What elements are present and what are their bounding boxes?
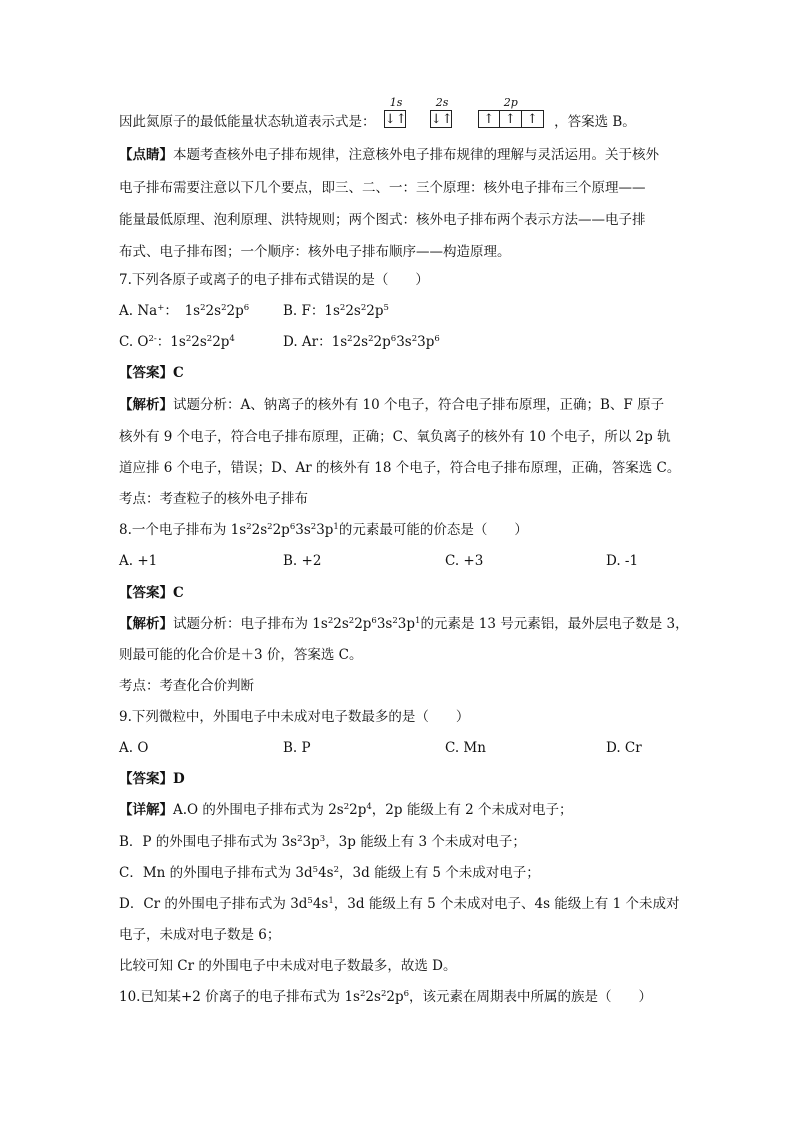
q9-option-b: B. P bbox=[283, 740, 311, 756]
q7-analysis-3: 道应排 6 个电子，错误；D、Ar 的核外有 18 个电子，符合电子排布原理，正确，答案选 C。 bbox=[119, 460, 681, 476]
q10-stem: 10.已知某+2 价离子的电子排布式为 $1s^22s^22p^6$，该元素在周期表中所属的族是（ ） bbox=[119, 989, 653, 1005]
orbital-line bbox=[119, 96, 636, 130]
q8-analysis-1: 【解析】试题分析：电子排布为 $1s^22s^22p^63s^23p^1$的元素是 13 号元素铝，最外层电子数是 3， bbox=[119, 616, 689, 632]
orbital-2p bbox=[478, 96, 544, 128]
orbital-box: ↑ bbox=[522, 110, 544, 128]
q8-stem: 8.一个电子排布为 $1s^22s^22p^63s^23p^1$的元素最可能的价态是（ ） bbox=[119, 522, 528, 538]
q7-option-b: B. F：$1s^22s^22p^5$ bbox=[283, 303, 389, 319]
dianjing-line-3: 能量最低原理、泡利原理、洪特规则；两个图式：核外电子排布两个表示方法——电子排 bbox=[119, 212, 646, 228]
q9-option-a: A. O bbox=[119, 740, 149, 756]
q8-option-a: A. +1 bbox=[119, 553, 158, 569]
q7-option-a: A. Na+： $1s^22s^22p^6$ bbox=[119, 303, 250, 319]
q8-option-b: B. +2 bbox=[283, 553, 322, 569]
q8-answer: 【答案】C bbox=[119, 585, 184, 601]
q9-option-c: C. Mn bbox=[445, 740, 486, 756]
q9-detail-d-2: 电子，未成对电子数是 6； bbox=[119, 927, 281, 943]
q7-answer: 【答案】C bbox=[119, 365, 184, 381]
orbital-label-1s: 1s bbox=[389, 96, 403, 109]
orbital-box: ↓↑ bbox=[430, 112, 453, 127]
orbital-label-2s: 2s bbox=[435, 96, 449, 109]
dianjing-line-2: 电子排布需要注意以下几个要点，即三、二、一：三个原理：核外电子排布三个原理—— bbox=[119, 180, 646, 196]
q8-analysis-2: 则最可能的化合价是＋3 价，答案选 C。 bbox=[119, 647, 363, 663]
q9-detail-c: C．Mn 的外围电子排布式为 $3d^54s^2$，3d 能级上有 5 个未成对电子； bbox=[119, 865, 540, 881]
q9-detail-b: B．P 的外围电子排布式为 $3s^23p^3$，3p 能级上有 3 个未成对电子； bbox=[119, 834, 526, 850]
q9-option-d: D. Cr bbox=[606, 740, 642, 756]
orbital-box: ↓↑ bbox=[384, 112, 407, 127]
q9-answer: 【答案】D bbox=[119, 771, 185, 787]
orbital-box: ↑ bbox=[478, 110, 500, 128]
q7-kaodian: 考点：考查粒子的核外电子排布 bbox=[119, 491, 308, 507]
orbital-box: ↑ bbox=[500, 110, 522, 128]
q7-analysis-2: 核外有 9 个电子，符合电子排布原理，正确；C、氧负离子的核外有 10 个电子，所以 2p 轨 bbox=[119, 429, 671, 445]
orbital-label-2p: 2p bbox=[503, 96, 518, 109]
q9-detail-d-1: D．Cr 的外围电子排布式为 $3d^54s^1$，3d 能级上有 5 个未成对电子、4s 能级上有 1 个未成对 bbox=[119, 896, 680, 912]
orbital-suffix: ，答案选 B。 bbox=[554, 114, 636, 130]
dianjing-tag: 【点睛】 bbox=[119, 147, 173, 163]
dianjing-line-4: 布式、电子排布图；一个顺序：核外电子排布顺序——构造原理。 bbox=[119, 244, 511, 260]
q8-option-c: C. +3 bbox=[445, 553, 484, 569]
dianjing-line-1: 【点睛】本题考查核外电子排布规律，注意核外电子排布规律的理解与灵活运用。关于核外 bbox=[119, 147, 659, 163]
q7-option-d: D. Ar：$1s^22s^22p^63s^23p^6$ bbox=[283, 334, 440, 350]
q7-option-c: C. $O^{2-}$：$1s^22s^22p^4$ bbox=[119, 334, 235, 350]
q8-option-d: D. -1 bbox=[606, 553, 639, 569]
orbital-2s bbox=[430, 96, 453, 128]
orbital-1s bbox=[384, 96, 407, 128]
q9-stem: 9.下列微粒中，外围电子中未成对电子数最多的是（ ） bbox=[119, 709, 470, 725]
q7-stem: 7.下列各原子或离子的电子排布式错误的是（ ） bbox=[119, 272, 429, 288]
q7-analysis-1: 【解析】试题分析：A、钠离子的核外有 10 个电子，符合电子排布原理，正确；B、F 原子 bbox=[119, 397, 665, 413]
orbital-prefix: 因此氮原子的最低能量状态轨道表示式是： bbox=[119, 114, 376, 130]
q9-detail-a: 【详解】A.O 的外围电子排布式为 $2s^22p^4$，2p 能级上有 2 个未成对电子； bbox=[119, 802, 573, 818]
q8-kaodian: 考点：考查化合价判断 bbox=[119, 678, 254, 694]
q9-conclusion: 比较可知 Cr 的外围电子中未成对电子数最多，故选 D。 bbox=[119, 958, 457, 974]
